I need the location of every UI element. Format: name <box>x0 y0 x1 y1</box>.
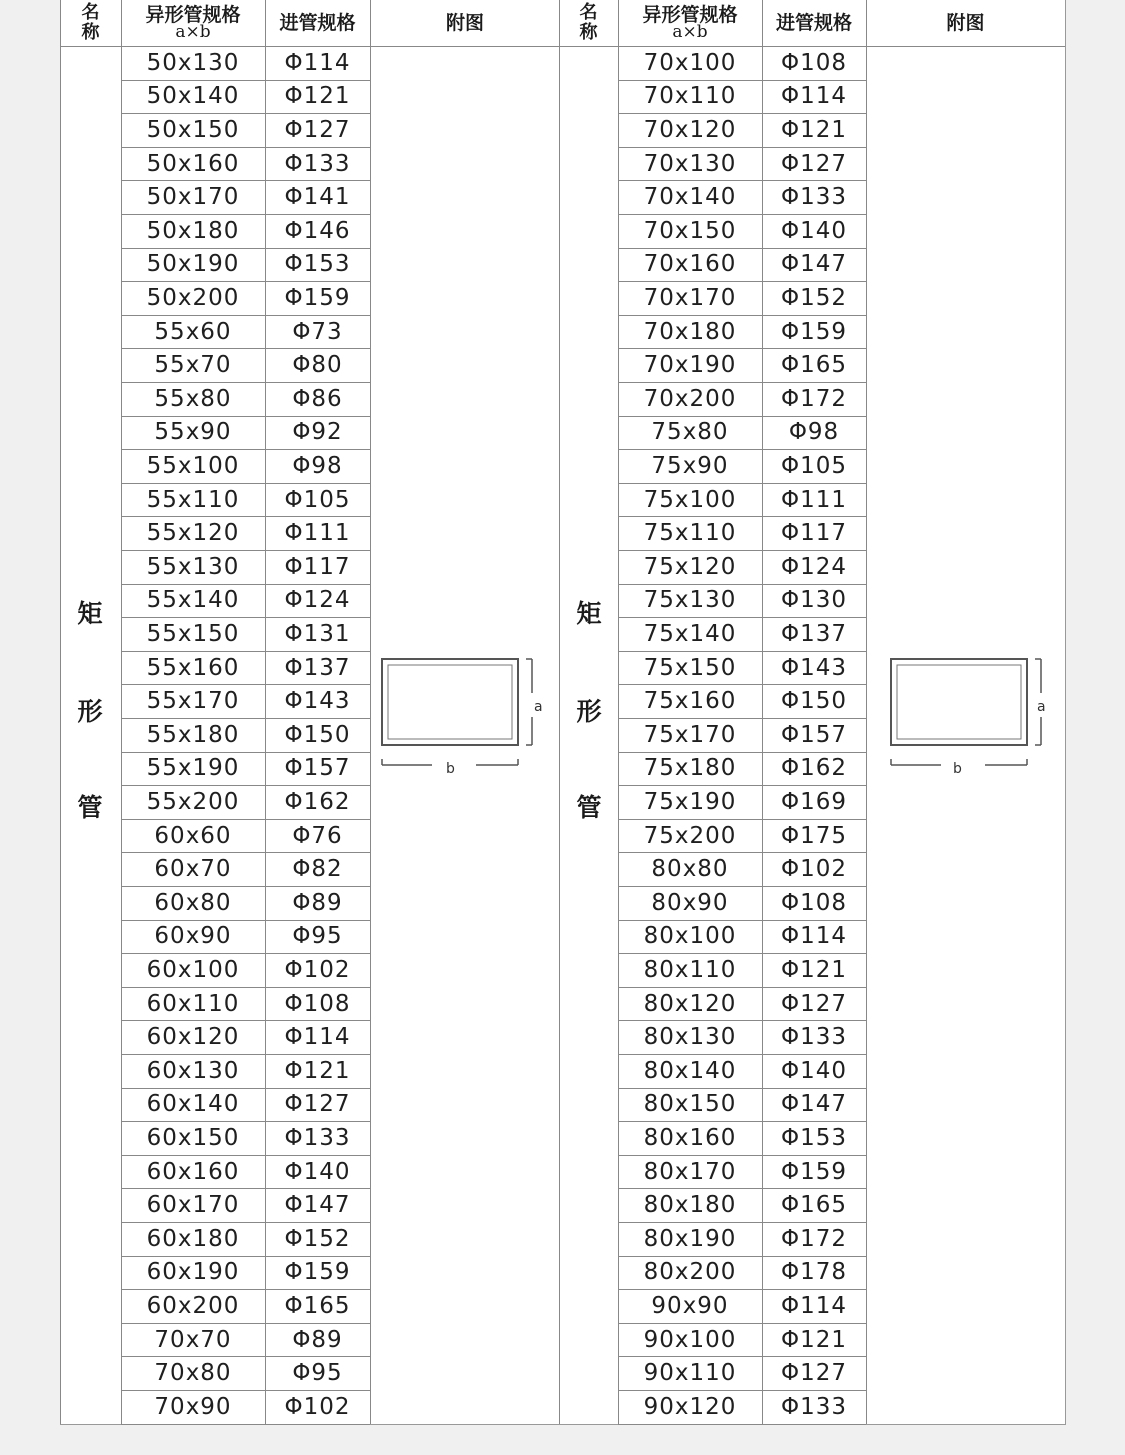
shaped-spec-cell: 60x80 <box>154 889 232 916</box>
header-pipe-spec: 进管规格 <box>279 12 356 34</box>
shaped-spec-cell: 80x130 <box>643 1024 737 1051</box>
shaped-spec-cell: 55x110 <box>146 486 240 513</box>
pipe-spec-cell: Φ172 <box>780 1225 847 1252</box>
shaped-spec-cell: 70x160 <box>643 251 737 278</box>
pipe-spec-cell: Φ73 <box>292 318 343 345</box>
header-figure: 附图 <box>946 12 985 34</box>
shaped-spec-cell: 50x170 <box>146 184 240 211</box>
shaped-spec-cell: 75x110 <box>643 520 737 547</box>
shaped-spec-cell: 55x140 <box>146 587 240 614</box>
pipe-spec-cell: Φ147 <box>780 251 847 278</box>
shaped-spec-cell: 75x90 <box>651 452 729 479</box>
pipe-spec-cell: Φ178 <box>780 1259 847 1286</box>
pipe-spec-cell: Φ153 <box>284 251 351 278</box>
shaped-spec-cell: 70x180 <box>643 318 737 345</box>
shaped-spec-cell: 50x160 <box>146 150 240 177</box>
pipe-spec-cell: Φ111 <box>284 520 351 547</box>
pipe-spec-cell: Φ133 <box>780 1393 847 1420</box>
pipe-spec-cell: Φ121 <box>780 1326 847 1353</box>
pipe-spec-cell: Φ108 <box>780 49 847 76</box>
pipe-spec-cell: Φ140 <box>780 1057 847 1084</box>
shaped-spec-cell: 75x150 <box>643 654 737 681</box>
shaped-spec-cell: 50x180 <box>146 217 240 244</box>
shaped-spec-cell: 60x110 <box>146 990 240 1017</box>
shaped-spec-cell: 55x120 <box>146 520 240 547</box>
shaped-spec-cell: 80x150 <box>643 1091 737 1118</box>
pipe-spec-cell: Φ150 <box>284 721 351 748</box>
shaped-spec-cell: 70x110 <box>643 83 737 110</box>
shaped-spec-cell: 70x80 <box>154 1360 232 1387</box>
header-figure: 附图 <box>445 12 484 34</box>
shaped-spec-cell: 80x170 <box>643 1158 737 1185</box>
pipe-spec-cell: Φ159 <box>780 1158 847 1185</box>
shaped-spec-cell: 90x90 <box>651 1292 729 1319</box>
shaped-spec-cell: 50x140 <box>146 83 240 110</box>
shaped-spec-cell: 75x140 <box>643 620 737 647</box>
pipe-spec-cell: Φ127 <box>780 1360 847 1387</box>
shaped-spec-cell: 60x200 <box>146 1292 240 1319</box>
header-name-line1: 名 <box>81 2 100 23</box>
category-char-2: 形 <box>77 697 103 726</box>
shaped-spec-cell: 55x70 <box>154 352 232 379</box>
category-char-3: 管 <box>77 793 103 822</box>
shaped-spec-cell: 60x130 <box>146 1057 240 1084</box>
header-shaped-spec <box>121 0 265 46</box>
pipe-spec-cell: Φ76 <box>292 822 343 849</box>
shaped-spec-cell: 80x110 <box>643 956 737 983</box>
pipe-spec-cell: Φ141 <box>284 184 351 211</box>
shaped-spec-cell: 80x160 <box>643 1124 737 1151</box>
shaped-spec-cell: 55x180 <box>146 721 240 748</box>
pipe-spec-cell: Φ89 <box>292 889 343 916</box>
shaped-spec-cell: 80x200 <box>643 1259 737 1286</box>
header-name-line1: 名 <box>579 2 598 23</box>
shaped-spec-cell: 55x200 <box>146 788 240 815</box>
header-shaped-spec-line2: a×b <box>672 22 708 42</box>
shaped-spec-cell: 90x110 <box>643 1360 737 1387</box>
pipe-spec-cell: Φ124 <box>284 587 351 614</box>
shaped-spec-cell: 80x80 <box>651 856 729 883</box>
category-char-1: 矩 <box>77 599 103 628</box>
pipe-spec-cell: Φ111 <box>780 486 847 513</box>
shaped-spec-cell: 55x190 <box>146 755 240 782</box>
pipe-spec-cell: Φ114 <box>284 49 351 76</box>
pipe-spec-cell: Φ159 <box>780 318 847 345</box>
pipe-spec-cell: Φ131 <box>284 620 351 647</box>
shaped-spec-cell: 60x90 <box>154 923 232 950</box>
pipe-spec-cell: Φ89 <box>292 1326 343 1353</box>
pipe-spec-cell: Φ137 <box>780 620 847 647</box>
pipe-spec-cell: Φ152 <box>284 1225 351 1252</box>
pipe-spec-cell: Φ121 <box>284 1057 351 1084</box>
shaped-spec-cell: 55x90 <box>154 419 232 446</box>
pipe-spec-cell: Φ121 <box>284 83 351 110</box>
grid-vline <box>370 0 371 1424</box>
shaped-spec-cell: 70x190 <box>643 352 737 379</box>
pipe-spec-cell: Φ175 <box>780 822 847 849</box>
shaped-spec-cell: 70x170 <box>643 284 737 311</box>
shaped-spec-cell: 60x180 <box>146 1225 240 1252</box>
pipe-spec-cell: Φ95 <box>292 923 343 950</box>
pipe-spec-cell: Φ165 <box>780 1192 847 1219</box>
pipe-spec-cell: Φ133 <box>284 150 351 177</box>
grid-vline <box>60 0 61 1424</box>
grid-vline <box>559 0 560 1424</box>
shaped-spec-cell: 60x140 <box>146 1091 240 1118</box>
pipe-spec-cell: Φ117 <box>284 553 351 580</box>
shaped-spec-cell: 75x200 <box>643 822 737 849</box>
pipe-spec-cell: Φ146 <box>284 217 351 244</box>
pipe-spec-cell: Φ127 <box>780 990 847 1017</box>
pipe-spec-cell: Φ108 <box>284 990 351 1017</box>
header-name <box>60 0 121 46</box>
pipe-spec-cell: Φ165 <box>284 1292 351 1319</box>
shaped-spec-cell: 75x130 <box>643 587 737 614</box>
figure-label-b: b <box>953 761 962 773</box>
header-shaped-spec <box>618 0 762 46</box>
pipe-spec-cell: Φ98 <box>292 452 343 479</box>
shaped-spec-cell: 70x150 <box>643 217 737 244</box>
pipe-spec-cell: Φ172 <box>780 385 847 412</box>
figure-label-a: a <box>1037 699 1046 715</box>
shaped-spec-cell: 70x70 <box>154 1326 232 1353</box>
pipe-spec-cell: Φ165 <box>780 352 847 379</box>
shaped-spec-cell: 50x150 <box>146 116 240 143</box>
header-pipe-spec: 进管规格 <box>775 12 852 34</box>
shaped-spec-cell: 55x60 <box>154 318 232 345</box>
shaped-spec-cell: 80x140 <box>643 1057 737 1084</box>
pipe-spec-cell: Φ95 <box>292 1360 343 1387</box>
pipe-spec-cell: Φ152 <box>780 284 847 311</box>
shaped-spec-cell: 90x120 <box>643 1393 737 1420</box>
figure-label-a: a <box>534 699 543 715</box>
pipe-spec-cell: Φ169 <box>780 788 847 815</box>
shaped-spec-cell: 55x170 <box>146 688 240 715</box>
grid-vline <box>866 0 867 1424</box>
shaped-spec-cell: 75x190 <box>643 788 737 815</box>
shaped-spec-cell: 75x120 <box>643 553 737 580</box>
shaped-spec-cell: 50x190 <box>146 251 240 278</box>
pipe-spec-cell: Φ105 <box>780 452 847 479</box>
pipe-spec-cell: Φ114 <box>284 1024 351 1051</box>
header-shaped-spec-line2: a×b <box>175 22 211 42</box>
left-table <box>60 0 560 1424</box>
pipe-spec-cell: Φ140 <box>780 217 847 244</box>
shaped-spec-cell: 55x80 <box>154 385 232 412</box>
pipe-spec-cell: Φ102 <box>284 956 351 983</box>
shaped-spec-cell: 55x100 <box>146 452 240 479</box>
pipe-spec-cell: Φ92 <box>292 419 343 446</box>
shaped-spec-cell: 60x60 <box>154 822 232 849</box>
pipe-spec-cell: Φ121 <box>780 956 847 983</box>
shaped-spec-cell: 80x90 <box>651 889 729 916</box>
right-table <box>559 0 1065 1424</box>
pipe-spec-cell: Φ159 <box>284 284 351 311</box>
row-divider <box>121 1424 370 1425</box>
shaped-spec-cell: 80x120 <box>643 990 737 1017</box>
pipe-spec-cell: Φ162 <box>284 788 351 815</box>
pipe-spec-cell: Φ143 <box>284 688 351 715</box>
shaped-spec-cell: 75x80 <box>651 419 729 446</box>
pipe-spec-cell: Φ127 <box>780 150 847 177</box>
pipe-spec-cell: Φ159 <box>284 1259 351 1286</box>
pipe-spec-cell: Φ137 <box>284 654 351 681</box>
pipe-spec-cell: Φ102 <box>284 1393 351 1420</box>
shaped-spec-cell: 90x100 <box>643 1326 737 1353</box>
header-shaped-spec-line1: 异形管规格 <box>642 4 738 26</box>
pipe-spec-cell: Φ127 <box>284 1091 351 1118</box>
pipe-spec-cell: Φ102 <box>780 856 847 883</box>
pipe-spec-cell: Φ86 <box>292 385 343 412</box>
pipe-spec-cell: Φ133 <box>284 1124 351 1151</box>
header-name <box>559 0 618 46</box>
pipe-spec-cell: Φ130 <box>780 587 847 614</box>
shaped-spec-cell: 70x100 <box>643 49 737 76</box>
pipe-spec-cell: Φ117 <box>780 520 847 547</box>
shaped-spec-cell: 60x170 <box>146 1192 240 1219</box>
pipe-spec-cell: Φ162 <box>780 755 847 782</box>
shaped-spec-cell: 55x130 <box>146 553 240 580</box>
pipe-spec-cell: Φ121 <box>780 116 847 143</box>
pipe-spec-cell: Φ157 <box>284 755 351 782</box>
pipe-spec-cell: Φ147 <box>284 1192 351 1219</box>
shaped-spec-cell: 75x100 <box>643 486 737 513</box>
shaped-spec-cell: 80x180 <box>643 1192 737 1219</box>
shaped-spec-cell: 75x170 <box>643 721 737 748</box>
pipe-spec-cell: Φ140 <box>284 1158 351 1185</box>
category-char-3: 管 <box>576 793 602 822</box>
shaped-spec-cell: 50x130 <box>146 49 240 76</box>
pipe-spec-cell: Φ127 <box>284 116 351 143</box>
shaped-spec-cell: 70x90 <box>154 1393 232 1420</box>
pipe-spec-cell: Φ114 <box>780 923 847 950</box>
shaped-spec-cell: 55x160 <box>146 654 240 681</box>
shaped-spec-cell: 50x200 <box>146 284 240 311</box>
header-shaped-spec-line1: 异形管规格 <box>145 4 241 26</box>
header-name-line2: 称 <box>579 22 598 43</box>
shaped-spec-cell: 60x70 <box>154 856 232 883</box>
shaped-spec-cell: 60x150 <box>146 1124 240 1151</box>
shaped-spec-cell: 60x120 <box>146 1024 240 1051</box>
pipe-spec-cell: Φ143 <box>780 654 847 681</box>
row-divider <box>618 1424 866 1425</box>
shaped-spec-cell: 70x130 <box>643 150 737 177</box>
pipe-spec-cell: Φ98 <box>788 419 840 446</box>
shaped-spec-cell: 55x150 <box>146 620 240 647</box>
pipe-spec-cell: Φ133 <box>780 1024 847 1051</box>
shaped-spec-cell: 80x100 <box>643 923 737 950</box>
rectangular-tube-figure <box>889 655 1059 773</box>
shaped-spec-cell: 60x160 <box>146 1158 240 1185</box>
pipe-spec-cell: Φ153 <box>780 1124 847 1151</box>
pipe-spec-cell: Φ108 <box>780 889 847 916</box>
shaped-spec-cell: 60x190 <box>146 1259 240 1286</box>
pipe-spec-cell: Φ114 <box>780 1292 847 1319</box>
shaped-spec-cell: 70x140 <box>643 184 737 211</box>
shaped-spec-cell: 75x180 <box>643 755 737 782</box>
pipe-spec-cell: Φ82 <box>292 856 343 883</box>
rectangular-tube-figure <box>380 655 550 773</box>
shaped-spec-cell: 60x100 <box>146 956 240 983</box>
shaped-spec-cell: 70x200 <box>643 385 737 412</box>
shaped-spec-cell: 70x120 <box>643 116 737 143</box>
category-char-2: 形 <box>576 697 602 726</box>
category-char-1: 矩 <box>576 599 602 628</box>
pipe-spec-cell: Φ80 <box>292 352 343 379</box>
shaped-spec-cell: 80x190 <box>643 1225 737 1252</box>
pipe-spec-cell: Φ157 <box>780 721 847 748</box>
pipe-spec-cell: Φ124 <box>780 553 847 580</box>
pipe-spec-cell: Φ133 <box>780 184 847 211</box>
pipe-spec-cell: Φ114 <box>780 83 847 110</box>
pipe-spec-cell: Φ147 <box>780 1091 847 1118</box>
figure-label-b: b <box>446 761 455 773</box>
shaped-spec-cell: 75x160 <box>643 688 737 715</box>
pipe-spec-cell: Φ150 <box>780 688 847 715</box>
pipe-spec-cell: Φ105 <box>284 486 351 513</box>
header-name-line2: 称 <box>81 22 100 43</box>
